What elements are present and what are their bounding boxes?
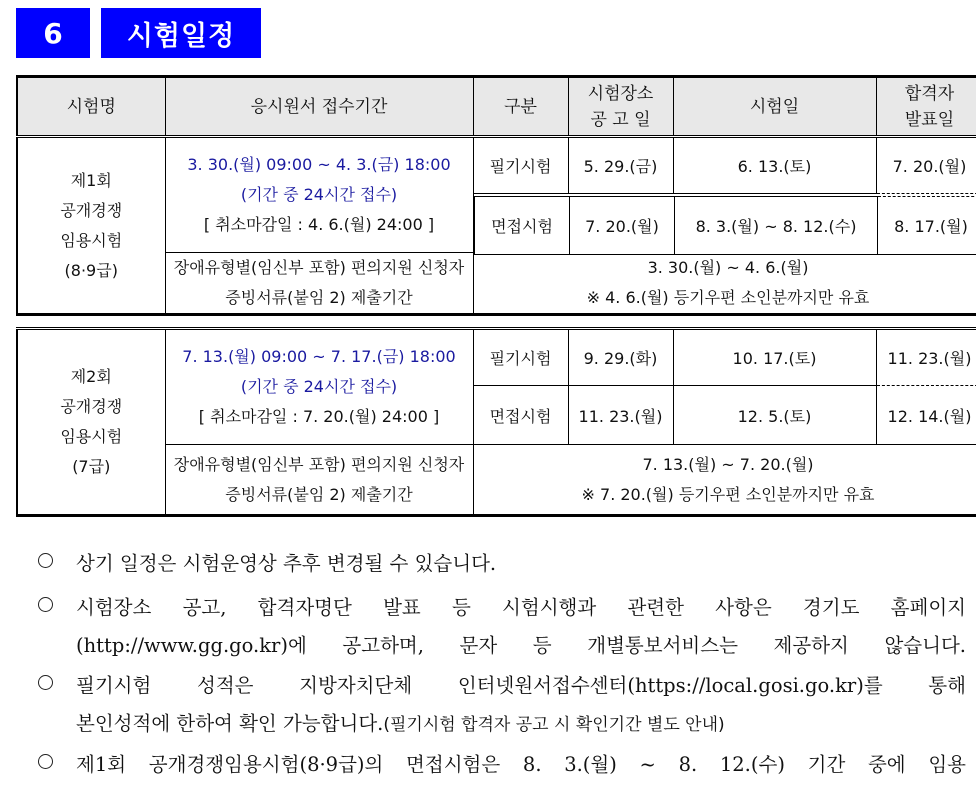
round1-written-label: 필기시험 xyxy=(473,137,568,194)
note-line xyxy=(76,705,966,744)
round1-disability-line1: 장애유형별(임신부 포함) 편의지원 신청자 xyxy=(173,258,465,277)
header-exam-date: 시험일 xyxy=(673,77,876,137)
round1-interview-exam: 8. 3.(월) ~ 8. 12.(수) xyxy=(675,197,878,255)
header-category: 구분 xyxy=(473,77,568,137)
round1-application-24h: (기간 중 24시간 접수) xyxy=(240,185,398,204)
circle-bullet-icon xyxy=(38,675,53,690)
circle-bullet-icon xyxy=(38,754,53,769)
circle-bullet-icon xyxy=(38,553,53,568)
table-row xyxy=(17,329,976,386)
table-row xyxy=(17,137,976,167)
note-line: 상기 일정은 시험운영상 추후 변경될 수 있습니다. xyxy=(76,552,497,575)
table-row xyxy=(475,197,976,255)
header-result-line2: 발표일 xyxy=(904,109,955,130)
round1-application-period: 3. 30.(월) 09:00 ~ 4. 3.(금) 18:00 xyxy=(187,155,451,174)
round1-disability-note: ※ 4. 6.(월) 등기우편 소인분까지만 유효 xyxy=(586,288,870,307)
round1-interview-label: 면접시험 xyxy=(475,197,570,255)
section-title: 시험일정 xyxy=(101,8,261,58)
note-suffix: (필기시험 합격자 공고 시 확인기간 별도 안내) xyxy=(383,715,725,735)
round2-name-line: 공개경쟁 xyxy=(60,397,123,416)
round2-disability-line1: 장애유형별(임신부 포함) 편의지원 신청자 xyxy=(173,454,465,474)
header-result-date xyxy=(876,77,976,137)
round1-interview-result: 8. 17.(월) xyxy=(878,197,976,255)
header-venue-notice xyxy=(568,77,673,137)
round2-table xyxy=(16,327,976,517)
round2-application-cell xyxy=(165,329,473,445)
round2-interview-exam: 12. 5.(토) xyxy=(673,386,876,445)
section-number: 6 xyxy=(16,8,90,58)
circle-bullet-icon xyxy=(38,597,53,612)
note-item xyxy=(38,545,966,583)
round2-disability-period-cell xyxy=(473,445,976,516)
note-line: (http://www.gg.go.kr)에 공고하며, 문자 등 개별통보서비스는 제공하지 않습니다. xyxy=(76,634,966,657)
round2-interview-result: 12. 14.(월) xyxy=(876,386,976,445)
note-text: 본인성적에 한하여 확인 가능합니다. xyxy=(76,712,384,735)
round2-cancel-deadline: [ 취소마감일 : 7. 20.(월) 24:00 ] xyxy=(198,407,440,426)
round1-name-line: 공개경쟁 xyxy=(60,200,123,220)
round1-written-venue: 5. 29.(금) xyxy=(568,137,673,194)
round1-disability-cell xyxy=(165,253,473,315)
round1-name-line: (8·9급) xyxy=(64,260,118,280)
round2-written-exam: 10. 17.(토) xyxy=(673,329,876,386)
header-venue-line1: 시험장소 xyxy=(587,83,654,104)
header-venue-line2: 공 고 일 xyxy=(590,109,651,130)
round2-disability-line2: 증빙서류(붙임 2) 제출기간 xyxy=(225,484,413,504)
round1-disability-period-cell xyxy=(473,253,976,315)
round2-interview-venue: 11. 23.(월) xyxy=(568,386,673,445)
round2-written-result: 11. 23.(월) xyxy=(876,329,976,386)
header-exam-name: 시험명 xyxy=(17,77,165,137)
round1-written-result: 7. 20.(월) xyxy=(876,137,976,194)
round2-application-24h: (기간 중 24시간 접수) xyxy=(240,377,398,396)
round2-disability-period: 7. 13.(월) ~ 7. 20.(월) xyxy=(642,454,814,474)
round2-written-label: 필기시험 xyxy=(473,329,568,386)
round2-name-line: 제2회 xyxy=(70,367,112,386)
round2-disability-note: ※ 7. 20.(월) 등기우편 소인분까지만 유효 xyxy=(581,484,875,504)
header-application-period: 응시원서 접수기간 xyxy=(165,77,473,137)
note-line: 제1회 공개경쟁임용시험(8·9급)의 면접시험은 8. 3.(월) ~ 8. 12.(수) 기간 중에 임용 xyxy=(76,753,966,776)
round1-name-cell xyxy=(17,137,165,315)
round2-disability-cell xyxy=(165,445,473,516)
round2-name-line: 임용시험 xyxy=(60,427,123,446)
round1-interview-venue: 7. 20.(월) xyxy=(570,197,675,255)
round1-disability-line2: 증빙서류(붙임 2) 제출기간 xyxy=(225,288,413,307)
note-line: 필기시험 성적은 지방자치단체 인터넷원서접수센터(https://local.gosi.go.kr)를 통해 xyxy=(76,674,966,697)
round2-written-venue: 9. 29.(화) xyxy=(568,329,673,386)
round1-written-exam: 6. 13.(토) xyxy=(673,137,876,194)
round1-application-cell xyxy=(165,137,473,253)
note-item xyxy=(38,589,966,665)
round1-name-line: 제1회 xyxy=(70,170,112,190)
round1-name-line: 임용시험 xyxy=(60,230,123,250)
round1-cancel-deadline: [ 취소마감일 : 4. 6.(월) 24:00 ] xyxy=(203,215,435,234)
note-item xyxy=(38,667,966,744)
notes-list xyxy=(38,545,966,784)
round2-name-line: (7급) xyxy=(72,457,111,476)
header-result-line1: 합격자 xyxy=(904,83,955,104)
round2-application-period: 7. 13.(월) 09:00 ~ 7. 17.(금) 18:00 xyxy=(182,347,456,366)
round1-interview-table xyxy=(474,196,976,255)
round2-name-cell xyxy=(17,329,165,516)
note-item xyxy=(38,746,966,784)
table-header-row xyxy=(17,77,976,137)
round2-interview-label: 면접시험 xyxy=(473,386,568,445)
round1-disability-period: 3. 30.(월) ~ 4. 6.(월) xyxy=(647,258,809,277)
note-line: 시험장소 공고, 합격자명단 발표 등 시험시행과 관련한 사항은 경기도 홈페이지 xyxy=(76,596,966,619)
